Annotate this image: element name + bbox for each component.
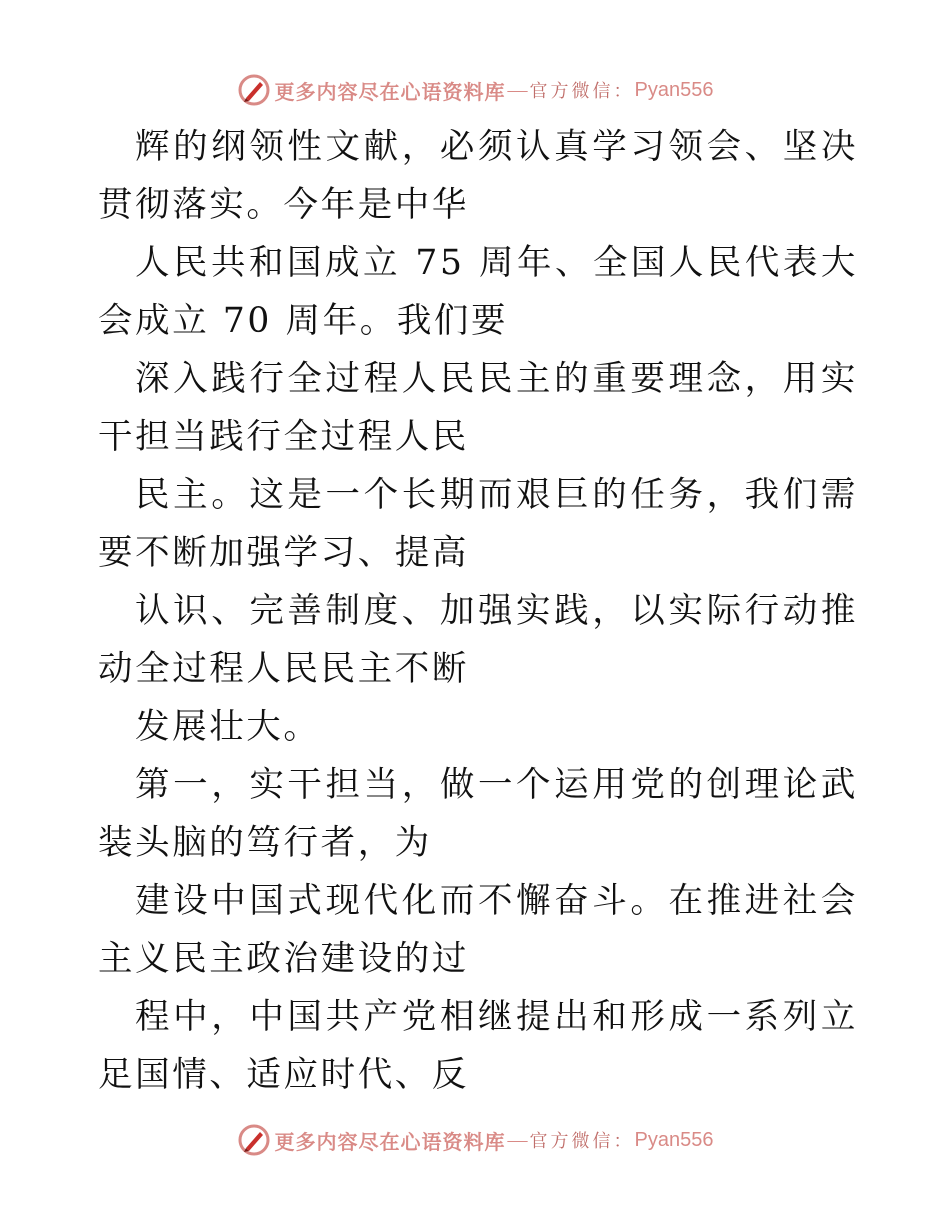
header-subtitle: 官方微信： (529, 81, 635, 102)
document-body (98, 118, 858, 1104)
paragraph: 民主。这是一个长期而艰巨的任务，我们需要不断加强学习、提高 (98, 475, 858, 573)
paragraph: 人民共和国成立 75 周年、全国人民代表大会成立 70 周年。我们要 (98, 243, 858, 341)
header-title: 更多内容尽在心语资料库 (274, 79, 506, 104)
paragraph: 辉的纲领性文献，必须认真学习领会、坚决贯彻落实。今年是中华 (98, 127, 858, 225)
paragraph: 认识、完善制度、加强实践，以实际行动推动全过程人民民主不断 (98, 591, 858, 689)
footer-wechat-id: Pyan556 (634, 1128, 714, 1151)
paragraph: 发展壮大。 (135, 707, 321, 747)
paragraph: 第一，实干担当，做一个运用党的创理论武装头脑的笃行者，为 (98, 765, 858, 863)
pen-logo-icon (237, 73, 271, 107)
pen-logo-icon (237, 1123, 271, 1157)
header-wechat-id: Pyan556 (634, 78, 714, 101)
footer-subtitle: 官方微信： (529, 1131, 635, 1152)
paragraph: 建设中国式现代化而不懈奋斗。在推进社会主义民主政治建设的过 (98, 881, 858, 979)
paragraph: 程中，中国共产党相继提出和形成一系列立足国情、适应时代、反 (98, 997, 858, 1095)
header-dash: — (507, 78, 528, 101)
footer-watermark (0, 1120, 950, 1160)
footer-title: 更多内容尽在心语资料库 (274, 1129, 506, 1154)
paragraph: 深入践行全过程人民民主的重要理念，用实干担当践行全过程人民 (98, 359, 858, 457)
header-watermark (0, 70, 950, 110)
footer-dash: — (507, 1128, 528, 1151)
